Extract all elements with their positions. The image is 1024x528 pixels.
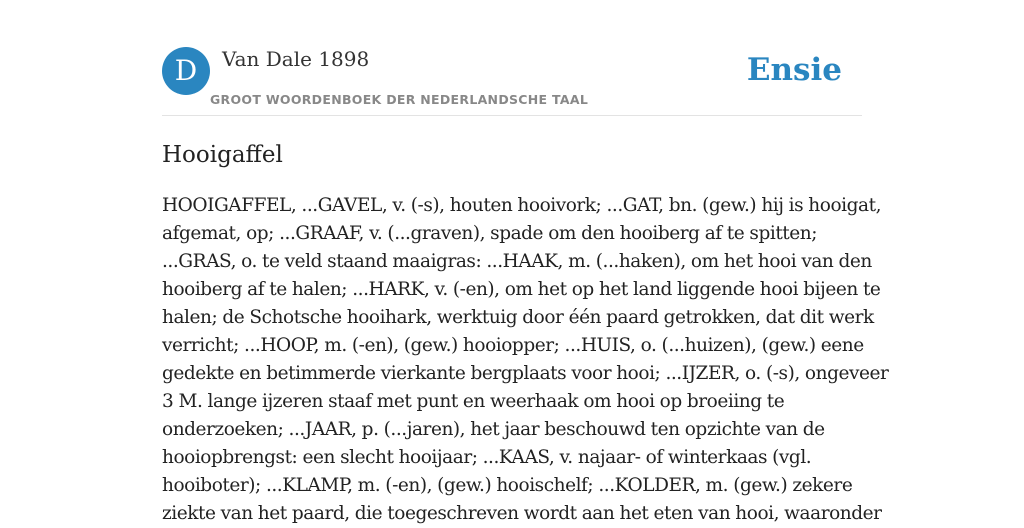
definition-line: afgemat, op; ...GRAAF, v. (...graven), spade om den hooiberg af te spitten;	[162, 223, 818, 244]
source-logo[interactable]: D	[162, 47, 210, 95]
definition-line: halen; de Schotsche hooihark, werktuig door één paard getrokken, dat dit werk	[162, 307, 874, 328]
definition-line: gedekte en betimmerde vierkante bergplaats voor hooi; ...IJZER, o. (-s), ongeveer	[162, 363, 889, 384]
entry-title: Hooigaffel	[162, 142, 283, 168]
entry-definition	[162, 192, 889, 528]
source-header	[162, 45, 862, 115]
definition-line: hooiboter); ...KLAMP, m. (-en), (gew.) hooischelf; ...KOLDER, m. (gew.) zekere	[162, 475, 853, 496]
definition-line: verricht; ...HOOP, m. (-en), (gew.) hooiopper; ...HUIS, o. (...huizen), (gew.) eene	[162, 335, 864, 356]
source-subtitle: GROOT WOORDENBOEK DER NEDERLANDSCHE TAAL	[210, 92, 589, 107]
source-title[interactable]: Van Dale 1898	[222, 47, 370, 71]
header-divider	[162, 115, 862, 116]
definition-line: ...GRAS, o. te veld staand maaigras: ...HAAK, m. (...haken), om het hooi van den	[162, 251, 872, 272]
definition-line: HOOIGAFFEL, ...GAVEL, v. (-s), houten hooivork; ...GAT, bn. (gew.) hij is hooigat,	[162, 195, 882, 216]
definition-line: hooiopbrengst: een slecht hooijaar; ...KAAS, v. najaar- of winterkaas (vgl.	[162, 447, 812, 468]
definition-line: hooiberg af te halen; ...HARK, v. (-en), om het op het land liggende hooi bijeen te	[162, 279, 881, 300]
definition-line: ziekte van het paard, die toegeschreven wordt aan het eten van hooi, waaronder	[162, 503, 882, 524]
definition-line: 3 M. lange ijzeren staaf met punt en weerhaak om hooi op broeiing te	[162, 391, 785, 412]
brand-logo[interactable]: Ensie	[746, 52, 842, 88]
definition-line: onderzoeken; ...JAAR, p. (...jaren), het jaar beschouwd ten opzichte van de	[162, 419, 825, 440]
